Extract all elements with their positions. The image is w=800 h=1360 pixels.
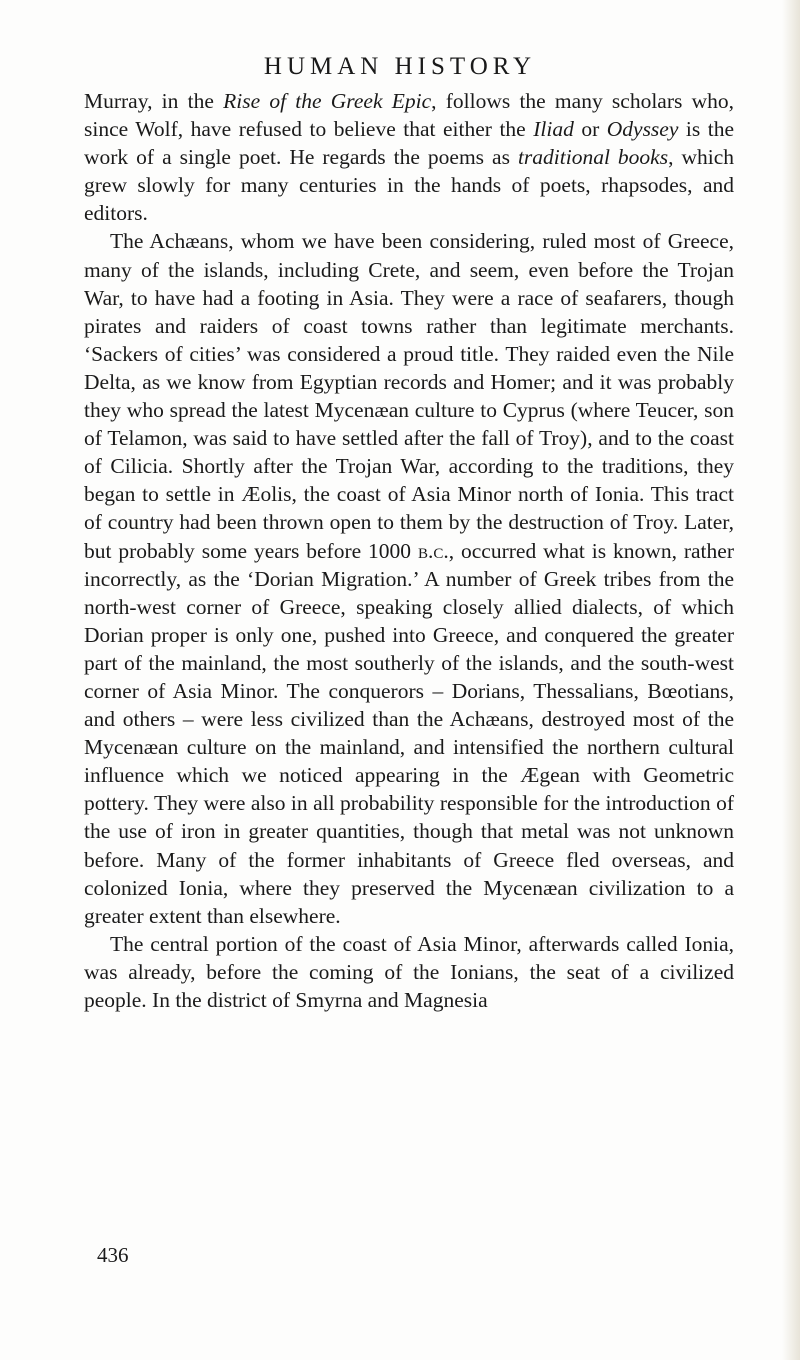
book-title-iliad: Iliad (533, 117, 574, 142)
text-segment: , follows the many scholars who, since Wolf, have refused to believe that either the (84, 89, 734, 142)
text-segment: or (573, 117, 607, 142)
emphasis-traditional-books: traditional books (517, 145, 669, 170)
paragraph-murray (84, 87, 734, 227)
text-segment: Murray, in the (84, 89, 224, 113)
paragraph-ionia (84, 930, 734, 1014)
book-title-odyssey: Odyssey (606, 117, 679, 142)
running-head: HUMAN HISTORY (263, 53, 537, 80)
body-text (84, 87, 734, 1014)
text-segment: , which grew slowly for many centuries in the hands of poets, rhapsodes, and editors. (84, 145, 734, 226)
era-abbreviation: b.c. (417, 538, 449, 563)
book-title-rise-of-greek-epic: Rise of the Greek Epic (223, 89, 432, 113)
text-segment: The central portion of the coast of Asia Minor, afterwards called Ionia, was already, before the coming of the Ionians, the seat of a civilized people. In the district of Smyrna and Magnesia (84, 931, 734, 1012)
page-number: 436 (97, 1243, 129, 1267)
text-segment: , occurred what is known, rather incorrectly, as the ‘Dorian Migration.’ A number of Greek tribes from the north-west corner of Greece, speaking closely allied dialects, of which Dorian proper is only one, pushed into Greece, and conquered the greater part of the mainland, the most southerly of the islands, and the south-west corner of Asia Minor. The conquerors – Dorians, Thessalians, Bœotians, and others – were less civilized than the Achæans, destroyed most of the Mycenæan culture on the mainland, and intensified the northern cultural influence which we noticed appearing in the Ægean with Geometric pottery. They were also in all probability responsible for the introduction of the use of iron in greater quantities, though that metal was not unknown before. Many of the former inhabitants of Greece fled overseas, and colonized Ionia, where they preserved the Mycenæan civilization to a greater extent than elsewhere. (84, 538, 734, 928)
text-segment: is the work of a single poet. He regards the poems as (84, 117, 734, 170)
page-edge-shadow (782, 0, 800, 1360)
paragraph-achaeans (84, 227, 734, 929)
text-segment: The Achæans, whom we have been considering, ruled most of Greece, many of the islands, including Crete, and seem, even before the Trojan War, to have had a footing in Asia. They were a race of seafarers, though pirates and raiders of coast towns rather than legitimate merchants. ‘Sackers of cities’ was considered a proud title. They raided even the Nile Delta, as we know from Egyptian records and Homer; and it was probably they who spread the latest Mycenæan culture to Cyprus (where Teucer, son of Telamon, was said to have settled after the fall of Troy), and to the coast of Cilicia. Shortly after the Trojan War, according to the traditions, they began to settle in Æolis, the coast of Asia Minor north of Ionia. This tract of country had been thrown open to them by the destruction of Troy. Later, but probably some years before 1000 (84, 229, 734, 563)
